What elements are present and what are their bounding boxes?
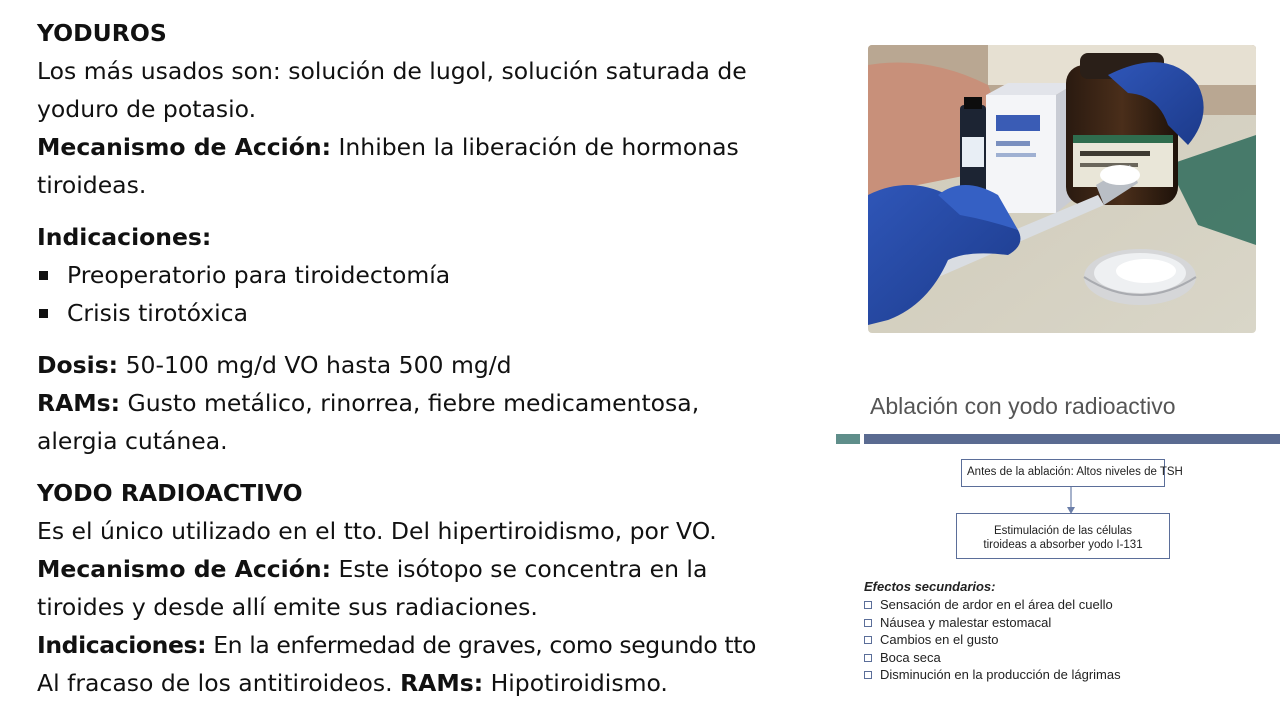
box2-line1: Estimulación de las células xyxy=(993,525,1133,537)
mechanism-label: Mecanismo de Acción: xyxy=(37,555,332,583)
yodo-line1: Es el único utilizado en el tto. Del hipertiroidismo, por VO. xyxy=(37,517,717,545)
rams-text: Gusto metálico, rinorrea, fiebre medicamentosa, xyxy=(120,389,700,417)
list-item xyxy=(864,614,1121,632)
effects-title: Efectos secundarios: xyxy=(864,579,996,594)
list-item xyxy=(37,294,847,332)
effect-text: Sensación de ardor en el área del cuello xyxy=(880,597,1113,612)
yoduros-heading: YODUROS xyxy=(37,19,167,47)
list-item xyxy=(864,666,1121,684)
list-item xyxy=(37,256,847,294)
square-bullet-icon xyxy=(864,619,872,627)
yoduros-indications-label: Indicaciones: xyxy=(37,223,212,251)
rams-text: Hipotiroidismo. xyxy=(483,669,668,697)
dose-label: Dosis: xyxy=(37,351,119,379)
square-bullet-icon xyxy=(864,671,872,679)
list-item xyxy=(864,596,1121,614)
dose-text: 50-100 mg/d VO hasta 500 mg/d xyxy=(118,351,512,379)
mechanism-label: Mecanismo de Acción: xyxy=(37,133,332,161)
yodo-mechanism-cont: tiroides y desde allí emite sus radiaciones. xyxy=(37,593,538,621)
square-bullet-icon xyxy=(864,601,872,609)
yoduros-dose xyxy=(37,346,847,384)
yodo-mechanism xyxy=(37,550,847,588)
list-item xyxy=(864,649,1121,667)
mechanism-text: Inhiben la liberación de hormonas xyxy=(331,133,739,161)
indications-text: En la enfermedad de graves, como segundo tto xyxy=(206,631,756,659)
flow-box-stimulation xyxy=(956,513,1170,559)
yoduros-mechanism xyxy=(37,128,847,166)
yodo-last-line xyxy=(37,664,847,702)
rams-label: RAMs: xyxy=(400,669,484,697)
slide-text xyxy=(37,14,847,702)
square-bullet-icon xyxy=(39,271,48,280)
effect-text: Náusea y malestar estomacal xyxy=(880,614,1052,630)
rams-label: RAMs: xyxy=(37,389,121,417)
effect-text: Disminución en la producción de lágrimas xyxy=(880,667,1121,682)
indication-text: Preoperatorio para tiroidectomía xyxy=(67,261,451,289)
effects-list xyxy=(864,596,1121,684)
flow-box-before-ablation: Antes de la ablación: Altos niveles de TSH xyxy=(961,459,1165,487)
indication-text: Crisis tirotóxica xyxy=(67,299,248,327)
effect-text: Boca seca xyxy=(880,649,941,665)
yoduros-rams-cont: alergia cutánea. xyxy=(37,427,228,455)
figure-title: Ablación con yodo radioactivo xyxy=(870,393,1176,419)
square-bullet-icon xyxy=(864,636,872,644)
effect-text: Cambios en el gusto xyxy=(880,632,999,647)
yodo-heading: YODO RADIOACTIVO xyxy=(37,479,303,507)
yoduros-mechanism-cont: tiroideas. xyxy=(37,171,147,199)
box2-line2: tiroideas a absorber yodo I-131 xyxy=(983,539,1143,551)
square-bullet-icon xyxy=(39,309,48,318)
yoduros-indications-list xyxy=(37,256,847,332)
square-bullet-icon xyxy=(864,654,872,662)
indications-label: Indicaciones: xyxy=(37,631,207,659)
mechanism-text: Este isótopo se concentra en la xyxy=(331,555,708,583)
yodo-indications xyxy=(37,626,847,664)
iodide-powder-photo xyxy=(868,45,1256,333)
accent-bar-big xyxy=(864,434,1280,444)
yoduros-rams xyxy=(37,384,847,422)
list-item xyxy=(864,631,1121,649)
down-arrow-icon xyxy=(1066,487,1076,515)
accent-bar-small xyxy=(836,434,860,444)
yoduros-line1: Los más usados son: solución de lugol, solución saturada de xyxy=(37,57,747,85)
fracaso-text: Al fracaso de los antitiroideos. xyxy=(37,669,401,697)
yoduros-line2: yoduro de potasio. xyxy=(37,95,257,123)
